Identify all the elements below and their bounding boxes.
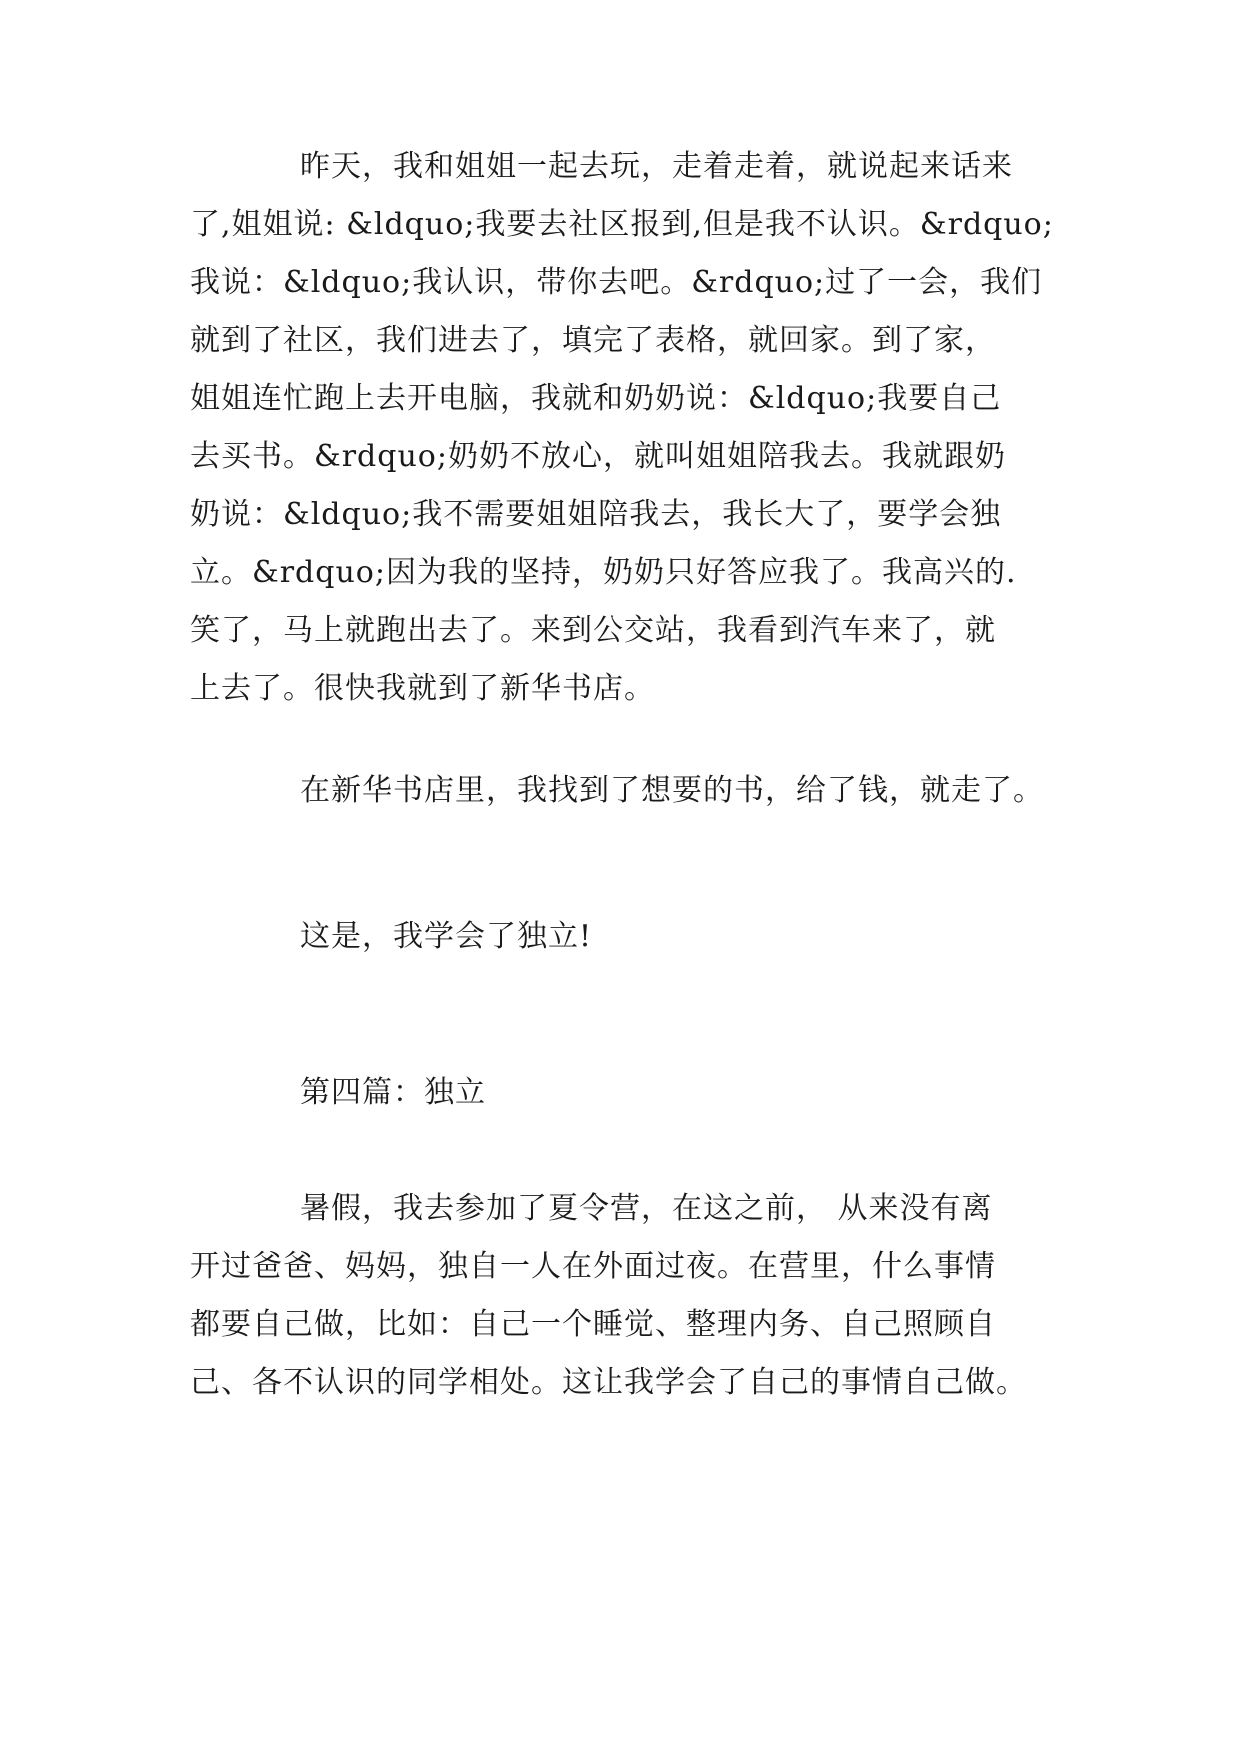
heading-text: 第四篇：独立 [300,1075,486,1110]
paragraph-line: 立。&rdquo;因为我的坚持，奶奶只好答应我了。我高兴的. [190,555,1017,590]
paragraph-line: 奶说：&ldquo;我不需要姐姐陪我去，我长大了，要学会独 [190,497,1002,532]
paragraph-4 [190,1180,1050,1412]
paragraph-line: 都要自己做，比如：自己一个睡觉、整理内务、自己照顾自 [190,1307,996,1342]
paragraph-line: 去买书。&rdquo;奶奶不放心，就叫姐姐陪我去。我就跟奶 [190,439,1006,474]
paragraph-line: 暑假，我去参加了夏令营，在这之前， 从来没有离 [300,1191,993,1226]
paragraph-1 [190,138,1054,718]
paragraph-3 [190,908,1050,966]
paragraph-line: 就到了社区，我们进去了，填完了表格，就回家。到了家， [190,323,996,358]
paragraph-line: 了,姐姐说: &ldquo;我要去社区报到,但是我不认识。&rdquo; [190,207,1054,242]
paragraph-line: 笑了，马上就跑出去了。来到公交站，我看到汽车来了，就 [190,613,996,648]
paragraph-line: 开过爸爸、妈妈，独自一人在外面过夜。在营里，什么事情 [190,1249,996,1284]
paragraph-line: 昨天，我和姐姐一起去玩，走着走着，就说起来话来 [300,149,1013,184]
paragraph-line: 己、各不认识的同学相处。这让我学会了自己的事情自己做。 [190,1365,1027,1400]
paragraph-line: 上去了。很快我就到了新华书店。 [190,671,655,706]
paragraph-2 [190,762,1050,820]
paragraph-line: 我说：&ldquo;我认识，带你去吧。&rdquo;过了一会，我们 [190,265,1043,300]
section-heading [190,1064,1050,1122]
paragraph-line: 姐姐连忙跑上去开电脑，我就和奶奶说：&ldquo;我要自己 [190,381,1002,416]
paragraph-line: 这是，我学会了独立! [300,919,593,954]
paragraph-line: 在新华书店里，我找到了想要的书，给了钱，就走了。 [300,773,1044,808]
